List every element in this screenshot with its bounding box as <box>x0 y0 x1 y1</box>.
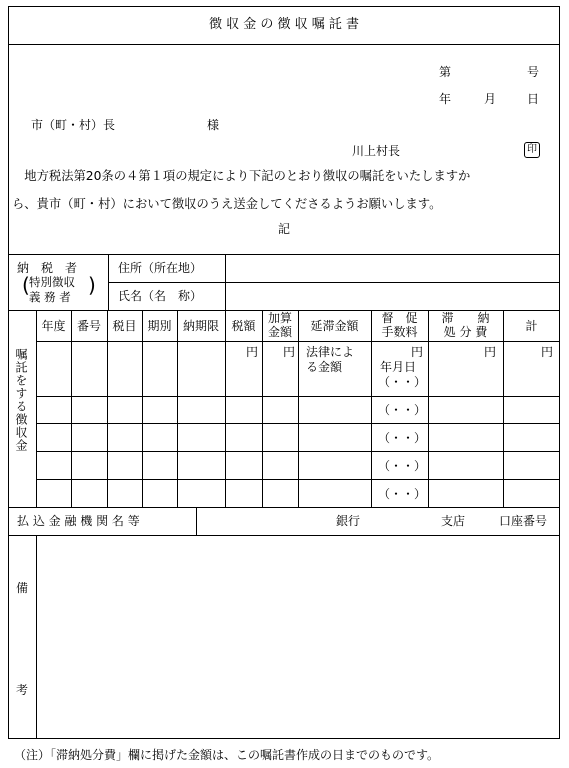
form-title: 徴 収 金 の 徴 収 嘱 託 書 <box>208 17 360 32</box>
table-col-6 <box>262 310 263 507</box>
address-label: 住所（所在地） <box>118 261 203 275</box>
addressee-honorific: 様 <box>207 118 220 132</box>
header-zeigaku: 税額 <box>231 319 256 333</box>
header-kibetsu: 期別 <box>147 319 172 333</box>
header-taino-1: 滞 納 <box>441 311 490 325</box>
table-col-7 <box>298 310 299 507</box>
table-col-5 <box>225 310 226 507</box>
header-zeimoku: 税目 <box>112 319 137 333</box>
bracket-left: ( <box>22 273 30 297</box>
date-day: 日 <box>527 92 540 106</box>
table-col-3 <box>142 310 143 507</box>
date-month: 月 <box>484 92 497 106</box>
sender: 川上村長 <box>352 144 401 158</box>
footnote: （注）「滞納処分費」欄に掲げた金額は、この嘱託書作成の日までのものです。 <box>14 748 440 762</box>
table-col-8 <box>371 310 372 507</box>
number-suffix: 号 <box>527 65 540 79</box>
yen-kasan: 円 <box>283 345 296 359</box>
header-bango: 番号 <box>76 319 101 333</box>
taxpayer-label: 納 税 者 <box>17 261 78 275</box>
body-line-2: ら、貴市（町・村）において徴収のうえ送金してくださるようお願いします。 <box>12 197 442 211</box>
header-tokusoku-2: 手数料 <box>381 325 418 339</box>
table-col-4 <box>177 310 178 507</box>
table-col-9 <box>428 310 429 507</box>
date-placeholder-4: （・・） <box>378 459 427 473</box>
entai-note-2: る金額 <box>306 360 343 374</box>
special-collector-label-1: 特別徴収 <box>29 275 75 289</box>
remarks-label-1: 備 <box>16 581 29 595</box>
date-year: 年 <box>439 92 452 106</box>
header-nendo: 年度 <box>41 319 66 333</box>
entai-note-1: 法律によ <box>306 345 355 359</box>
header-kei: 計 <box>525 319 538 333</box>
table-row-line-4 <box>36 479 560 480</box>
bank-name-label: 銀行 <box>336 514 361 528</box>
taxpayer-divider-1 <box>108 254 109 310</box>
table-bottom-line <box>8 507 560 508</box>
yen-kei: 円 <box>541 345 554 359</box>
header-kasan-1: 加算 <box>267 311 292 325</box>
remarks-label-2: 考 <box>16 683 29 697</box>
bank-bottom-line <box>8 535 560 536</box>
header-nokigen: 納期限 <box>182 319 219 333</box>
special-collector-label-2: 義 務 者 <box>29 290 71 304</box>
date-placeholder-5: （・・） <box>378 487 427 501</box>
number-prefix: 第 <box>439 65 452 79</box>
name-label: 氏名（名 称） <box>118 289 203 303</box>
table-col-2 <box>107 310 108 507</box>
bank-branch-label: 支店 <box>441 514 466 528</box>
body-line-1: 地方税法第20条の４第１項の規定により下記のとおり徴収の嘱託をいたしますか <box>12 169 471 183</box>
remarks-divider <box>36 535 37 739</box>
table-header-line <box>36 341 560 342</box>
table-col-0 <box>36 310 37 507</box>
date-placeholder-2: （・・） <box>378 403 427 417</box>
yen-taino: 円 <box>484 345 497 359</box>
bank-account-label: 口座番号 <box>499 514 548 528</box>
yen-zeigaku: 円 <box>246 345 259 359</box>
header-kasan-2: 金額 <box>267 325 292 339</box>
table-row-line-1 <box>36 396 560 397</box>
header-tokusoku-1: 督 促 <box>381 311 418 325</box>
taxpayer-top-line <box>8 254 560 255</box>
yen-tokusoku: 円 <box>411 345 424 359</box>
taxpayer-mid-line <box>108 282 560 283</box>
date-placeholder-1: （・・） <box>378 375 427 389</box>
table-side-label: 嘱託をする徴収金 <box>14 348 28 452</box>
form-frame <box>8 6 560 739</box>
ki-mark: 記 <box>277 222 290 236</box>
header-taino-2: 処 分 費 <box>443 325 488 339</box>
taxpayer-divider-2 <box>225 254 226 310</box>
bracket-right: ) <box>88 273 96 297</box>
bank-divider <box>196 507 197 535</box>
table-col-10 <box>503 310 504 507</box>
table-row-line-2 <box>36 423 560 424</box>
addressee: 市（町・村）長 <box>31 118 116 132</box>
bank-label: 払 込 金 融 機 関 名 等 <box>17 514 140 528</box>
seal-mark: 印 <box>524 142 540 158</box>
table-col-1 <box>71 310 72 507</box>
title-divider <box>8 44 560 45</box>
header-entai: 延滞金額 <box>310 319 359 333</box>
date-label: 年月日 <box>380 360 417 374</box>
date-placeholder-3: （・・） <box>378 431 427 445</box>
table-row-line-3 <box>36 451 560 452</box>
